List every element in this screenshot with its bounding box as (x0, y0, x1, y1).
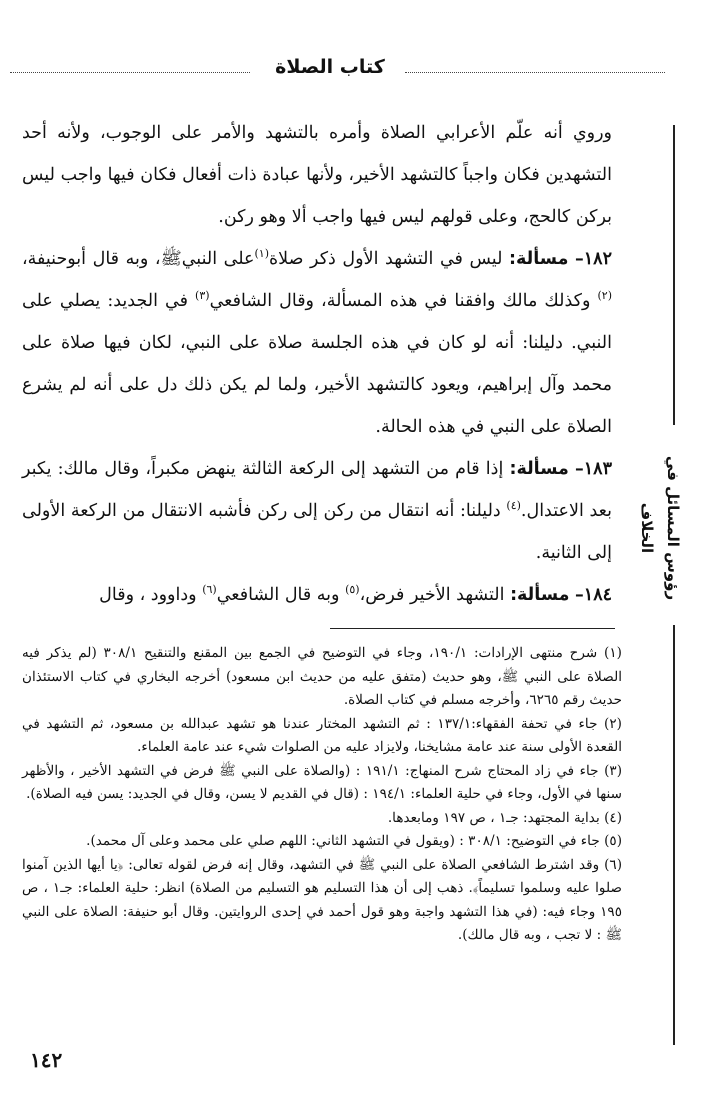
footnote-text: بداية المجتهد: جـ١ ، ص ١٩٧ ومابعدها. (387, 809, 600, 826)
footnote-ref: (٤) (506, 499, 521, 513)
issue-text: ليس في التشهد الأول ذكر صلاة (268, 249, 503, 269)
issue-text: دليلنا: أنه انتقال من ركن إلى ركن فأشبه الانتقال من الركعة الأولى إلى الثانية. (22, 501, 612, 563)
footnotes (22, 642, 622, 948)
issue-keyword: مسألة: (510, 585, 570, 605)
side-rule-bottom (673, 625, 675, 1045)
issue-number: ١٨٣– (575, 459, 612, 479)
footnote-ref: (٢) (597, 289, 612, 303)
issue-text: وداوود ، وقال (99, 585, 197, 605)
issue-number: ١٨٢– (575, 249, 612, 269)
book-title-vertical: رؤوس المسائل في الخلاف (638, 455, 682, 601)
footnote (22, 854, 622, 948)
footnote-ref: (٣) (195, 289, 210, 303)
footnote-number: (٤) (604, 809, 622, 826)
issue-183 (22, 448, 612, 574)
side-margin (638, 125, 688, 1045)
intro-paragraph: وروي أنه علّم الأعرابي الصلاة وأمره بالتشهد والأمر على الوجوب، ولأنه أحد التشهدين فكان واجباً كالتشهد الأخير، ولأنها عبادة ذات أفعال فكان فيها واجب ليس بركن كالحج، وعلى قولهم ليس فيها واجب ألا وهو ركن. (22, 123, 612, 227)
footnote (22, 830, 622, 854)
footnote (22, 760, 622, 807)
issue-text: وبه قال الشافعي (216, 585, 340, 605)
issue-184 (22, 574, 612, 616)
footnote (22, 713, 622, 760)
issue-text: إذا قام من التشهد إلى الركعة الثالثة ينهض مكبراً، وقال مالك: يكبر بعد الاعتدال. (22, 459, 612, 521)
footnote-number: (٣) (604, 762, 622, 779)
header-rule-left (10, 72, 250, 73)
footnote-number: (٥) (604, 833, 622, 849)
issue-keyword: مسألة: (509, 249, 569, 269)
header-rule-right (405, 72, 665, 73)
page-header (0, 52, 727, 92)
footnote-number: (٦) (604, 856, 622, 873)
footnote-ref: (٦) (202, 583, 217, 597)
footnote-text: شرح منتهى الإرادات: ١٩٠/١، وجاء في التوضيح في الجمع بين المقنع والتنقيح ٣٠٨/١ (لم يذكر فيه الصلاة على النبي ﷺ، وهو حديث (متفق عليه من حديث ابن مسعود) أخرجه البخاري في كتاب الاستئذان حديث رقم ٦٢٦٥، وأخرجه مسلم في كتاب الصلاة. (22, 645, 622, 708)
issue-text: التشهد الأخير فرض، (359, 585, 505, 605)
chapter-title: كتاب الصلاة (275, 56, 385, 78)
footnote-ref: (٥) (345, 583, 360, 597)
footnote-text: وقد اشترط الشافعي الصلاة على النبي ﷺ في التشهد، وقال إنه فرض لقوله تعالى: ﴿يا أيها الذين آمنوا صلوا عليه وسلموا تسليماً﴾. ذهب إلى أن هذا التسليم هو التسليم من الصلاة) انظر: حلية العلماء: جـ١ ، ص ١٩٥ وجاء فيه: (في هذا التشهد واجبة وهو قول أحمد في إحدى الروايتين. وقال أبو حنيفة: الصلاة على النبي ﷺ : لا تجب ، وبه قال مالك). (22, 856, 622, 943)
footnote-number: (٢) (604, 715, 622, 732)
footnote-divider (330, 628, 615, 629)
issue-text: على النبيﷺ، وبه قال أبوحنيفة، (22, 249, 255, 269)
issue-text: في الجديد: يصلي على النبي. دليلنا: أنه لو كان في هذه الجلسة صلاة على النبي، لكان فيها صلاة على محمد وآل إبراهيم، ويعود كالتشهد الأخير، ولما لم يكن ذلك دل على أنه لم يشرع الصلاة على النبي في هذه الحالة. (22, 291, 612, 437)
issue-text: وكذلك مالك وافقنا في هذه المسألة، وقال الشافعي (209, 291, 591, 311)
page-number: ١٤٢ (30, 1048, 63, 1072)
footnote-text: جاء في تحفة الفقهاء:١٣٧/١ : ثم التشهد المختار عندنا هو تشهد عبدالله بن مسعود، ثم التشهد في القعدة الأولى سنة عند عامة مشايخنا، ولايزاد عليه من الصلوات شيء عند عامة العلماء. (22, 715, 622, 755)
side-rule-top (673, 125, 675, 425)
issue-182 (22, 238, 612, 448)
footnote-text: جاء في زاد المحتاج شرح المنهاج: ١٩١/١ : (والصلاة على النبي ﷺ فرض في التشهد الأخير ، والأظهر سنها في الأول، وجاء في حلية العلماء: ١٩٤/١ : (قال في القديم لا يسن، وقال في الجديد: يسن فيه الصلاة). (22, 762, 622, 802)
issue-keyword: مسألة: (509, 459, 569, 479)
footnote (22, 642, 622, 713)
issue-number: ١٨٤– (575, 585, 612, 605)
footnote (22, 807, 622, 831)
footnote-number: (١) (604, 645, 622, 661)
footnote-ref: (١) (254, 247, 269, 261)
main-text (22, 112, 612, 616)
footnote-text: جاء في التوضيح: ٣٠٨/١ : (ويقول في التشهد الثاني: اللهم صلي على محمد وعلى آل محمد). (86, 833, 600, 849)
